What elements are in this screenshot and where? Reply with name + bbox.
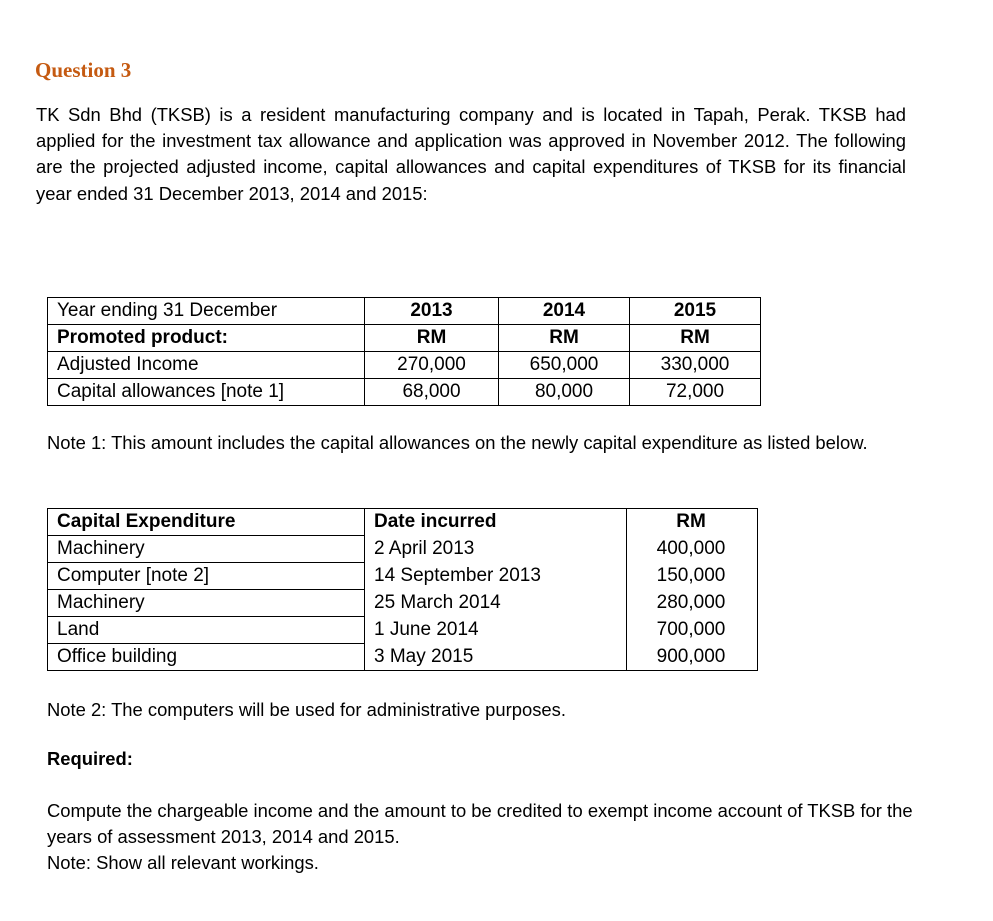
capex-date: 1 June 2014 xyxy=(365,617,627,644)
note-2: Note 2: The computers will be used for administrative purposes. xyxy=(47,699,566,720)
capex-amount: 900,000 xyxy=(627,644,758,671)
capex-item: Office building xyxy=(48,644,365,671)
capex-item: Machinery xyxy=(48,536,365,563)
income-table xyxy=(47,297,761,406)
capex-date: 14 September 2013 xyxy=(365,563,627,590)
currency-header: RM xyxy=(499,325,630,352)
question-title: Question 3 xyxy=(35,58,132,82)
note-1: Note 1: This amount includes the capital allowances on the newly capital expenditure as listed below. xyxy=(47,432,868,453)
capex-amount: 700,000 xyxy=(627,617,758,644)
adjusted-income-value: 330,000 xyxy=(630,352,761,379)
table-row xyxy=(48,536,758,563)
capex-header: Capital Expenditure xyxy=(48,509,365,536)
table-row xyxy=(48,509,758,536)
row-label: Promoted product: xyxy=(48,325,365,352)
capital-allowance-value: 68,000 xyxy=(365,379,499,406)
table-row xyxy=(48,563,758,590)
capex-amount: 150,000 xyxy=(627,563,758,590)
adjusted-income-value: 650,000 xyxy=(499,352,630,379)
capex-date: 3 May 2015 xyxy=(365,644,627,671)
capital-allowance-value: 72,000 xyxy=(630,379,761,406)
table-row xyxy=(48,617,758,644)
adjusted-income-value: 270,000 xyxy=(365,352,499,379)
capex-item: Land xyxy=(48,617,365,644)
table-row xyxy=(48,298,761,325)
capex-amount: 280,000 xyxy=(627,590,758,617)
amount-header: RM xyxy=(627,509,758,536)
working-note: Note: Show all relevant workings. xyxy=(47,852,319,873)
row-label: Capital allowances [note 1] xyxy=(48,379,365,406)
capex-amount: 400,000 xyxy=(627,536,758,563)
currency-header: RM xyxy=(630,325,761,352)
row-label: Year ending 31 December xyxy=(48,298,365,325)
capex-date: 2 April 2013 xyxy=(365,536,627,563)
capex-item: Computer [note 2] xyxy=(48,563,365,590)
capital-allowance-value: 80,000 xyxy=(499,379,630,406)
capex-item: Machinery xyxy=(48,590,365,617)
intro-paragraph: TK Sdn Bhd (TKSB) is a resident manufacturing company and is located in Tapah, Perak. TKSB had applied for the investment tax allowance and application was approved in November 2012. The following are the projected adjusted income, capital allowances and capital expenditures of TKSB for its financial year ended 31 December 2013, 2014 and 2015: xyxy=(36,104,906,204)
capex-table xyxy=(47,508,758,671)
year-header: 2014 xyxy=(499,298,630,325)
currency-header: RM xyxy=(365,325,499,352)
table-row xyxy=(48,352,761,379)
table-row xyxy=(48,379,761,406)
capex-date: 25 March 2014 xyxy=(365,590,627,617)
table-row xyxy=(48,644,758,671)
year-header: 2013 xyxy=(365,298,499,325)
table-row xyxy=(48,325,761,352)
required-label: Required: xyxy=(47,748,133,769)
year-header: 2015 xyxy=(630,298,761,325)
row-label: Adjusted Income xyxy=(48,352,365,379)
required-text: Compute the chargeable income and the amount to be credited to exempt income account of TKSB for the years of assessment 2013, 2014 and 2015. xyxy=(47,800,913,847)
table-row xyxy=(48,590,758,617)
date-header: Date incurred xyxy=(365,509,627,536)
